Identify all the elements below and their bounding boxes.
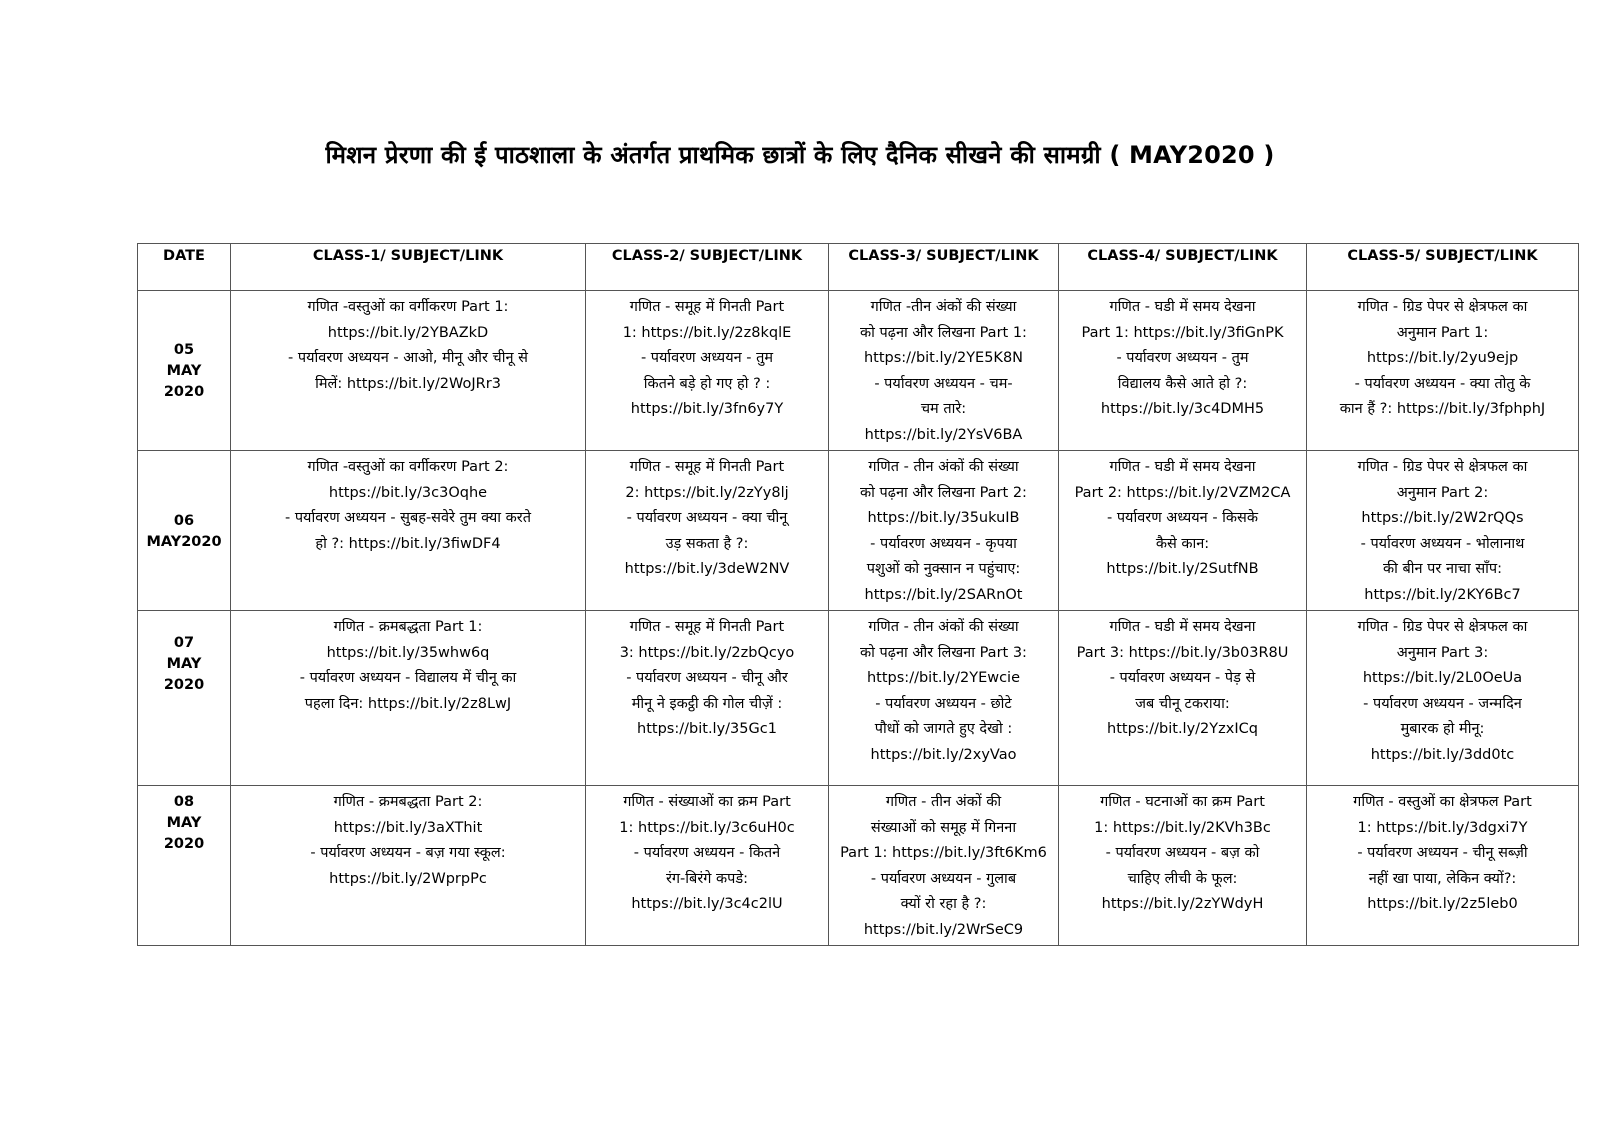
cell-line: गणित - वस्तुओं का क्षेत्रफल Part xyxy=(1353,794,1532,810)
cell-line: https://bit.ly/35whw6q xyxy=(326,644,490,661)
date-cell xyxy=(138,611,231,786)
cell-line: विद्यालय कैसे आते हो ?: xyxy=(1117,375,1248,392)
cell-line: Part 2: https://bit.ly/2VZM2CA xyxy=(1074,484,1291,501)
cell-line: https://bit.ly/3c4DMH5 xyxy=(1100,401,1265,417)
cell-line: 1: https://bit.ly/2z8kqlE xyxy=(622,324,792,341)
class-4-cell xyxy=(1059,611,1307,786)
date-line: 08 xyxy=(173,794,195,810)
cell-line: https://bit.ly/2WrSeC9 xyxy=(863,921,1024,938)
cell-line: 3: https://bit.ly/2zbQcyo xyxy=(619,644,795,661)
cell-line: - पर्यावरण अध्ययन - आओ, मीनू और चीनू से xyxy=(288,350,528,366)
cell-line: https://bit.ly/2W2rQQs xyxy=(1361,510,1524,526)
header-class-5: CLASS-5/ SUBJECT/LINK xyxy=(1307,244,1579,291)
cell-line: https://bit.ly/2SARnOt xyxy=(864,586,1023,603)
date-line: 05 xyxy=(173,342,195,358)
cell-line: गणित -वस्तुओं का वर्गीकरण Part 1: xyxy=(307,299,509,315)
cell-line: - पर्यावरण अध्ययन - क्या चीनू xyxy=(626,510,788,526)
cell-line: https://bit.ly/2KY6Bc7 xyxy=(1364,586,1521,603)
class-3-cell xyxy=(829,611,1059,786)
cell-line: गणित - घडी में समय देखना xyxy=(1109,459,1256,475)
class-2-cell xyxy=(586,786,829,946)
date-line: MAY2020 xyxy=(146,533,222,550)
cell-line: को पढ़ना और लिखना Part 1: xyxy=(860,324,1027,341)
cell-line: क्यों रो रहा है ?: xyxy=(900,896,987,912)
cell-line: - पर्यावरण अध्ययन - जन्मदिन xyxy=(1363,695,1522,712)
cell-line: 1: https://bit.ly/2KVh3Bc xyxy=(1094,819,1271,836)
date-line: MAY 2020 xyxy=(163,815,205,852)
cell-line: कितने बड़े हो गए हो ? : xyxy=(643,375,771,392)
cell-line: चाहिए लीची के फूल: xyxy=(1127,870,1238,887)
header-class-4: CLASS-4/ SUBJECT/LINK xyxy=(1059,244,1307,291)
cell-line: - पर्यावरण अध्ययन - किसके xyxy=(1106,510,1258,526)
cell-line: https://bit.ly/2xyVao xyxy=(870,746,1017,763)
cell-line: Part 1: https://bit.ly/3ft6Km6 xyxy=(840,845,1047,861)
cell-line: संख्याओं को समूह में गिनना xyxy=(870,819,1017,836)
cell-line: गणित - समूह में गिनती Part xyxy=(629,459,785,475)
cell-line: https://bit.ly/35Gc1 xyxy=(637,721,777,737)
cell-line: अनुमान Part 3: xyxy=(1396,644,1489,661)
cell-line: https://bit.ly/3c4c2lU xyxy=(631,896,783,912)
cell-line: रंग-बिरंगे कपडे: xyxy=(665,870,749,887)
header-class-2: CLASS-2/ SUBJECT/LINK xyxy=(586,244,829,291)
cell-line: जब चीनू टकराया: xyxy=(1135,695,1230,712)
class-2-cell xyxy=(586,451,829,611)
cell-line: https://bit.ly/35ukuIB xyxy=(867,510,1020,526)
table-row xyxy=(138,291,1579,451)
class-5-cell xyxy=(1307,291,1579,451)
cell-line: https://bit.ly/2YBAZkD xyxy=(327,324,489,341)
cell-line: हो ?: https://bit.ly/3fiwDF4 xyxy=(315,535,501,552)
class-5-cell xyxy=(1307,611,1579,786)
class-1-cell xyxy=(231,291,586,451)
class-3-cell xyxy=(829,291,1059,451)
header-row xyxy=(138,244,1579,291)
date-line: MAY 2020 xyxy=(163,656,205,693)
class-3-cell xyxy=(829,451,1059,611)
class-3-cell xyxy=(829,786,1059,946)
cell-line: गणित - संख्याओं का क्रम Part xyxy=(623,794,791,810)
cell-line: https://bit.ly/3deW2NV xyxy=(624,561,790,577)
cell-line: https://bit.ly/2L0OeUa xyxy=(1362,670,1523,686)
header-class-1: CLASS-1/ SUBJECT/LINK xyxy=(231,244,586,291)
cell-line: - पर्यावरण अध्ययन - पेड़ से xyxy=(1109,670,1256,686)
cell-line: गणित - ग्रिड पेपर से क्षेत्रफल का xyxy=(1357,619,1528,635)
date-cell xyxy=(138,451,231,611)
class-4-cell xyxy=(1059,786,1307,946)
cell-line: https://bit.ly/2YzxICq xyxy=(1107,721,1258,737)
cell-line: - पर्यावरण अध्ययन - बज़ गया स्कूल: xyxy=(310,845,506,861)
header-date: DATE xyxy=(138,244,231,291)
cell-line: - पर्यावरण अध्ययन - भोलानाथ xyxy=(1360,535,1525,552)
class-1-cell xyxy=(231,451,586,611)
table-row xyxy=(138,611,1579,786)
cell-line: मीनू ने इकट्ठी की गोल चीज़ें : xyxy=(631,695,783,712)
cell-line: - पर्यावरण अध्ययन - चम- xyxy=(874,375,1013,392)
cell-line: https://bit.ly/3c3Oqhe xyxy=(328,484,488,501)
cell-line: गणित - घडी में समय देखना xyxy=(1109,299,1256,315)
cell-line: अनुमान Part 2: xyxy=(1396,484,1489,501)
cell-line: गणित - घडी में समय देखना xyxy=(1109,619,1256,635)
cell-line: - पर्यावरण अध्ययन - सुबह-सवेरे तुम क्या करते xyxy=(284,510,531,526)
class-2-cell xyxy=(586,291,829,451)
cell-line: गणित -वस्तुओं का वर्गीकरण Part 2: xyxy=(307,459,509,475)
cell-line: Part 3: https://bit.ly/3b03R8U xyxy=(1076,644,1289,661)
cell-line: - पर्यावरण अध्ययन - चीनू और xyxy=(626,670,788,686)
cell-line: https://bit.ly/3dd0tc xyxy=(1370,746,1515,763)
cell-line: - पर्यावरण अध्ययन - छोटे xyxy=(875,695,1012,712)
cell-line: https://bit.ly/3fn6y7Y xyxy=(630,401,784,417)
cell-line: https://bit.ly/2YEwcie xyxy=(866,670,1021,686)
cell-line: गणित - क्रमबद्धता Part 1: xyxy=(333,619,483,635)
cell-line: अनुमान Part 1: xyxy=(1396,324,1489,341)
cell-line: गणित -तीन अंकों की संख्या xyxy=(870,299,1017,315)
date-line: 06 xyxy=(173,512,195,529)
cell-line: को पढ़ना और लिखना Part 3: xyxy=(860,644,1027,661)
cell-line: नहीं खा पाया, लेकिन क्यों?: xyxy=(1368,870,1517,887)
cell-line: 1: https://bit.ly/3c6uH0c xyxy=(619,819,795,836)
cell-line: उड़ सकता है ?: xyxy=(665,535,749,552)
cell-line: https://bit.ly/2yu9ejp xyxy=(1366,350,1519,366)
cell-line: को पढ़ना और लिखना Part 2: xyxy=(860,484,1027,501)
cell-line: 1: https://bit.ly/3dgxi7Y xyxy=(1357,819,1528,836)
cell-line: गणित - समूह में गिनती Part xyxy=(629,299,785,315)
cell-line: - पर्यावरण अध्ययन - क्या तोतु के xyxy=(1354,375,1531,392)
cell-line: https://bit.ly/2YE5K8N xyxy=(863,350,1024,366)
cell-line: https://bit.ly/2zYWdyH xyxy=(1101,896,1264,912)
cell-line: मुबारक हो मीनू: xyxy=(1400,721,1485,737)
cell-line: - पर्यावरण अध्ययन - तुम xyxy=(640,350,774,366)
class-4-cell xyxy=(1059,451,1307,611)
cell-line: - पर्यावरण अध्ययन - गुलाब xyxy=(870,870,1017,887)
cell-line: गणित - ग्रिड पेपर से क्षेत्रफल का xyxy=(1357,459,1528,475)
cell-line: https://bit.ly/2WprpPc xyxy=(329,870,487,887)
date-cell xyxy=(138,786,231,946)
class-2-cell xyxy=(586,611,829,786)
cell-line: - पर्यावरण अध्ययन - कृपया xyxy=(870,535,1017,552)
cell-line: https://bit.ly/2z5leb0 xyxy=(1367,896,1518,912)
cell-line: कैसे कान: xyxy=(1155,535,1210,552)
cell-line: - पर्यावरण अध्ययन - तुम xyxy=(1116,350,1249,366)
cell-line: पौधों को जागते हुए देखो : xyxy=(874,721,1013,737)
cell-line: चम तारे: xyxy=(920,401,967,417)
class-1-cell xyxy=(231,786,586,946)
date-cell xyxy=(138,291,231,451)
class-5-cell xyxy=(1307,786,1579,946)
date-line: MAY 2020 xyxy=(163,363,205,400)
table-row xyxy=(138,786,1579,946)
class-1-cell xyxy=(231,611,586,786)
cell-line: मिलें: https://bit.ly/2WoJRr3 xyxy=(315,375,501,392)
cell-line: की बीन पर नाचा साँप: xyxy=(1382,561,1503,577)
cell-line: - पर्यावरण अध्ययन - चीनू सब्ज़ी xyxy=(1357,845,1528,861)
cell-line: पहला दिन: https://bit.ly/2z8LwJ xyxy=(304,695,512,712)
cell-line: पशुओं को नुक्सान न पहुंचाए: xyxy=(866,561,1021,577)
cell-line: कान हैं ?: https://bit.ly/3fphphJ xyxy=(1339,401,1546,417)
cell-line: गणित - घटनाओं का क्रम Part xyxy=(1100,794,1265,810)
cell-line: - पर्यावरण अध्ययन - बज़ को xyxy=(1105,845,1260,861)
cell-line: Part 1: https://bit.ly/3fiGnPK xyxy=(1081,324,1284,341)
cell-line: गणित - तीन अंकों की xyxy=(885,794,1002,810)
schedule-table xyxy=(137,243,1579,946)
cell-line: - पर्यावरण अध्ययन - कितने xyxy=(633,845,781,861)
table-row xyxy=(138,451,1579,611)
date-line: 07 xyxy=(173,635,195,651)
cell-line: गणित - क्रमबद्धता Part 2: xyxy=(333,794,483,810)
cell-line: https://bit.ly/2YsV6BA xyxy=(864,426,1023,443)
class-5-cell xyxy=(1307,451,1579,611)
cell-line: - पर्यावरण अध्ययन - विद्यालय में चीनू का xyxy=(299,670,517,686)
page-title: मिशन प्रेरणा की ई पाठशाला के अंतर्गत प्राथमिक छात्रों के लिए दैनिक सीखने की सामग्री ( MAY2020 ) xyxy=(325,141,1275,169)
cell-line: गणित - तीन अंकों की संख्या xyxy=(868,619,1019,635)
cell-line: https://bit.ly/2SutfNB xyxy=(1106,561,1259,577)
cell-line: गणित - तीन अंकों की संख्या xyxy=(868,459,1019,475)
cell-line: 2: https://bit.ly/2zYy8lj xyxy=(625,484,789,501)
header-class-3: CLASS-3/ SUBJECT/LINK xyxy=(829,244,1059,291)
cell-line: गणित - ग्रिड पेपर से क्षेत्रफल का xyxy=(1357,299,1528,315)
cell-line: https://bit.ly/3aXThit xyxy=(333,819,483,836)
cell-line: गणित - समूह में गिनती Part xyxy=(629,619,785,635)
class-4-cell xyxy=(1059,291,1307,451)
